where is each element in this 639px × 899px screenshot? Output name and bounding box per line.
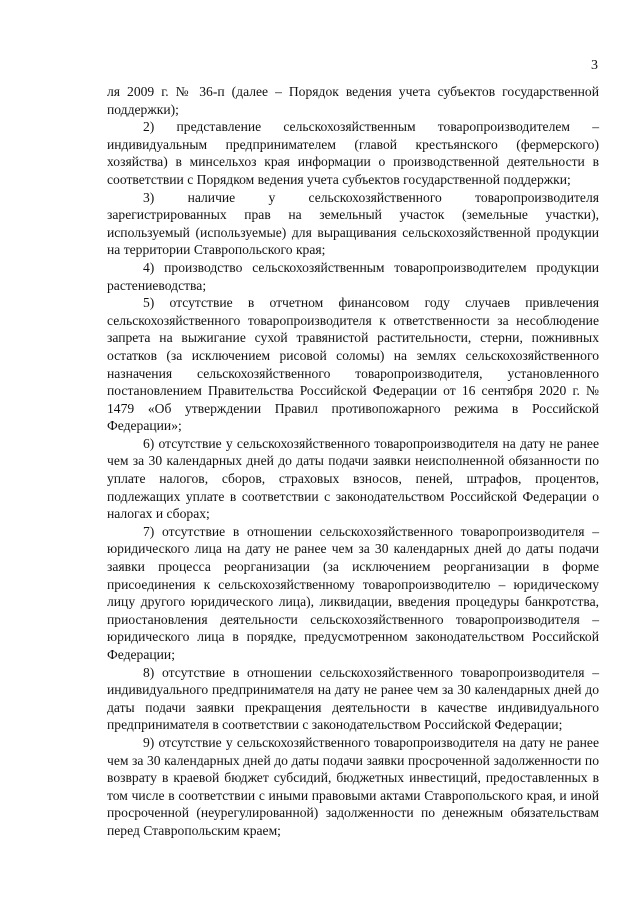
paragraph-item-9: 9) отсутствие у сельскохозяйственного товаропроизводителя на дату не ранее чем за 30 календарных дней до даты подачи заявки просроченной задолженности по возврату в краевой бюджет субсидий, бюджетных инвестиций, предоставленных в том числе в соответствии с иными правовыми актами Ставропольского края, и иной просроченной (неурегулированной) задолженности по денежным обязательствам перед Ставропольским краем;: [107, 734, 599, 838]
paragraph-item-6: 6) отсутствие у сельскохозяйственного товаропроизводителя на дату не ранее чем за 30 календарных дней до даты подачи заявки неисполненной обязанности по уплате налогов, сборов, страховых взносов, пеней, штрафов, процентов, подлежащих уплате в соответствии с законодательством Российской Федерации о налогах и сборах;: [107, 435, 599, 522]
paragraph-item-5: 5) отсутствие в отчетном финансовом году случаев привлечения сельскохозяйственного товаропроизводителя к ответственности за несоблюдение запрета на выжигание сухой травянистой растительности, стерни, пожнивных остатков (за исключением рисовой соломы) на землях сельскохозяйственного назначения сельскохозяйственного товаропроизводителя, установленного постановлением Правительства Российской Федерации от 16 сентября 2020 г. № 1479 «Об утверждении Правил противопожарного режима в Российской Федерации»;: [107, 295, 599, 434]
paragraph-item-4: 4) производство сельскохозяйственным товаропроизводителем продукции растениеводства;: [107, 259, 599, 293]
paragraph-item-8: 8) отсутствие в отношении сельскохозяйственного товаропроизводителя – индивидуального предпринимателя на дату не ранее чем за 30 календарных дней до даты подачи заявки прекращения деятельности в качестве индивидуального предпринимателя в соответствии с законодательством Российской Федерации;: [107, 664, 599, 733]
paragraph-item-3: 3) наличие у сельскохозяйственного товаропроизводителя зарегистрированных прав на земельный участок (земельные участки), используемый (используемые) для выращивания сельскохозяйственной продукции на территории Ставропольского края;: [107, 189, 599, 258]
paragraph-continuation: ля 2009 г. № 36-п (далее – Порядок ведения учета субъектов государственной поддержки);: [107, 84, 599, 117]
document-body: [107, 83, 599, 840]
paragraph-item-2: 2) представление сельскохозяйственным товаропроизводителем – индивидуальным предпринимателем (главой крестьянского (фермерского) хозяйства) в минсельхоз края информации о производственной деятельности в соответствии с Порядком ведения учета субъектов государственной поддержки;: [107, 119, 599, 187]
paragraph-item-7: 7) отсутствие в отношении сельскохозяйственного товаропроизводителя – юридического лица на дату не ранее чем за 30 календарных дней до даты подачи заявки процесса реорганизации (за исключением реорганизации в форме присоединения к сельскохозяйственному товаропроизводителю – юридическому лицу другого юридического лица), ликвидации, введения процедуры банкротства, приостановления деятельности сельскохозяйственного товаропроизводителя – юридического лица в порядке, предусмотренном законодательством Российской Федерации;: [107, 523, 599, 662]
page-number: 3: [591, 58, 598, 73]
